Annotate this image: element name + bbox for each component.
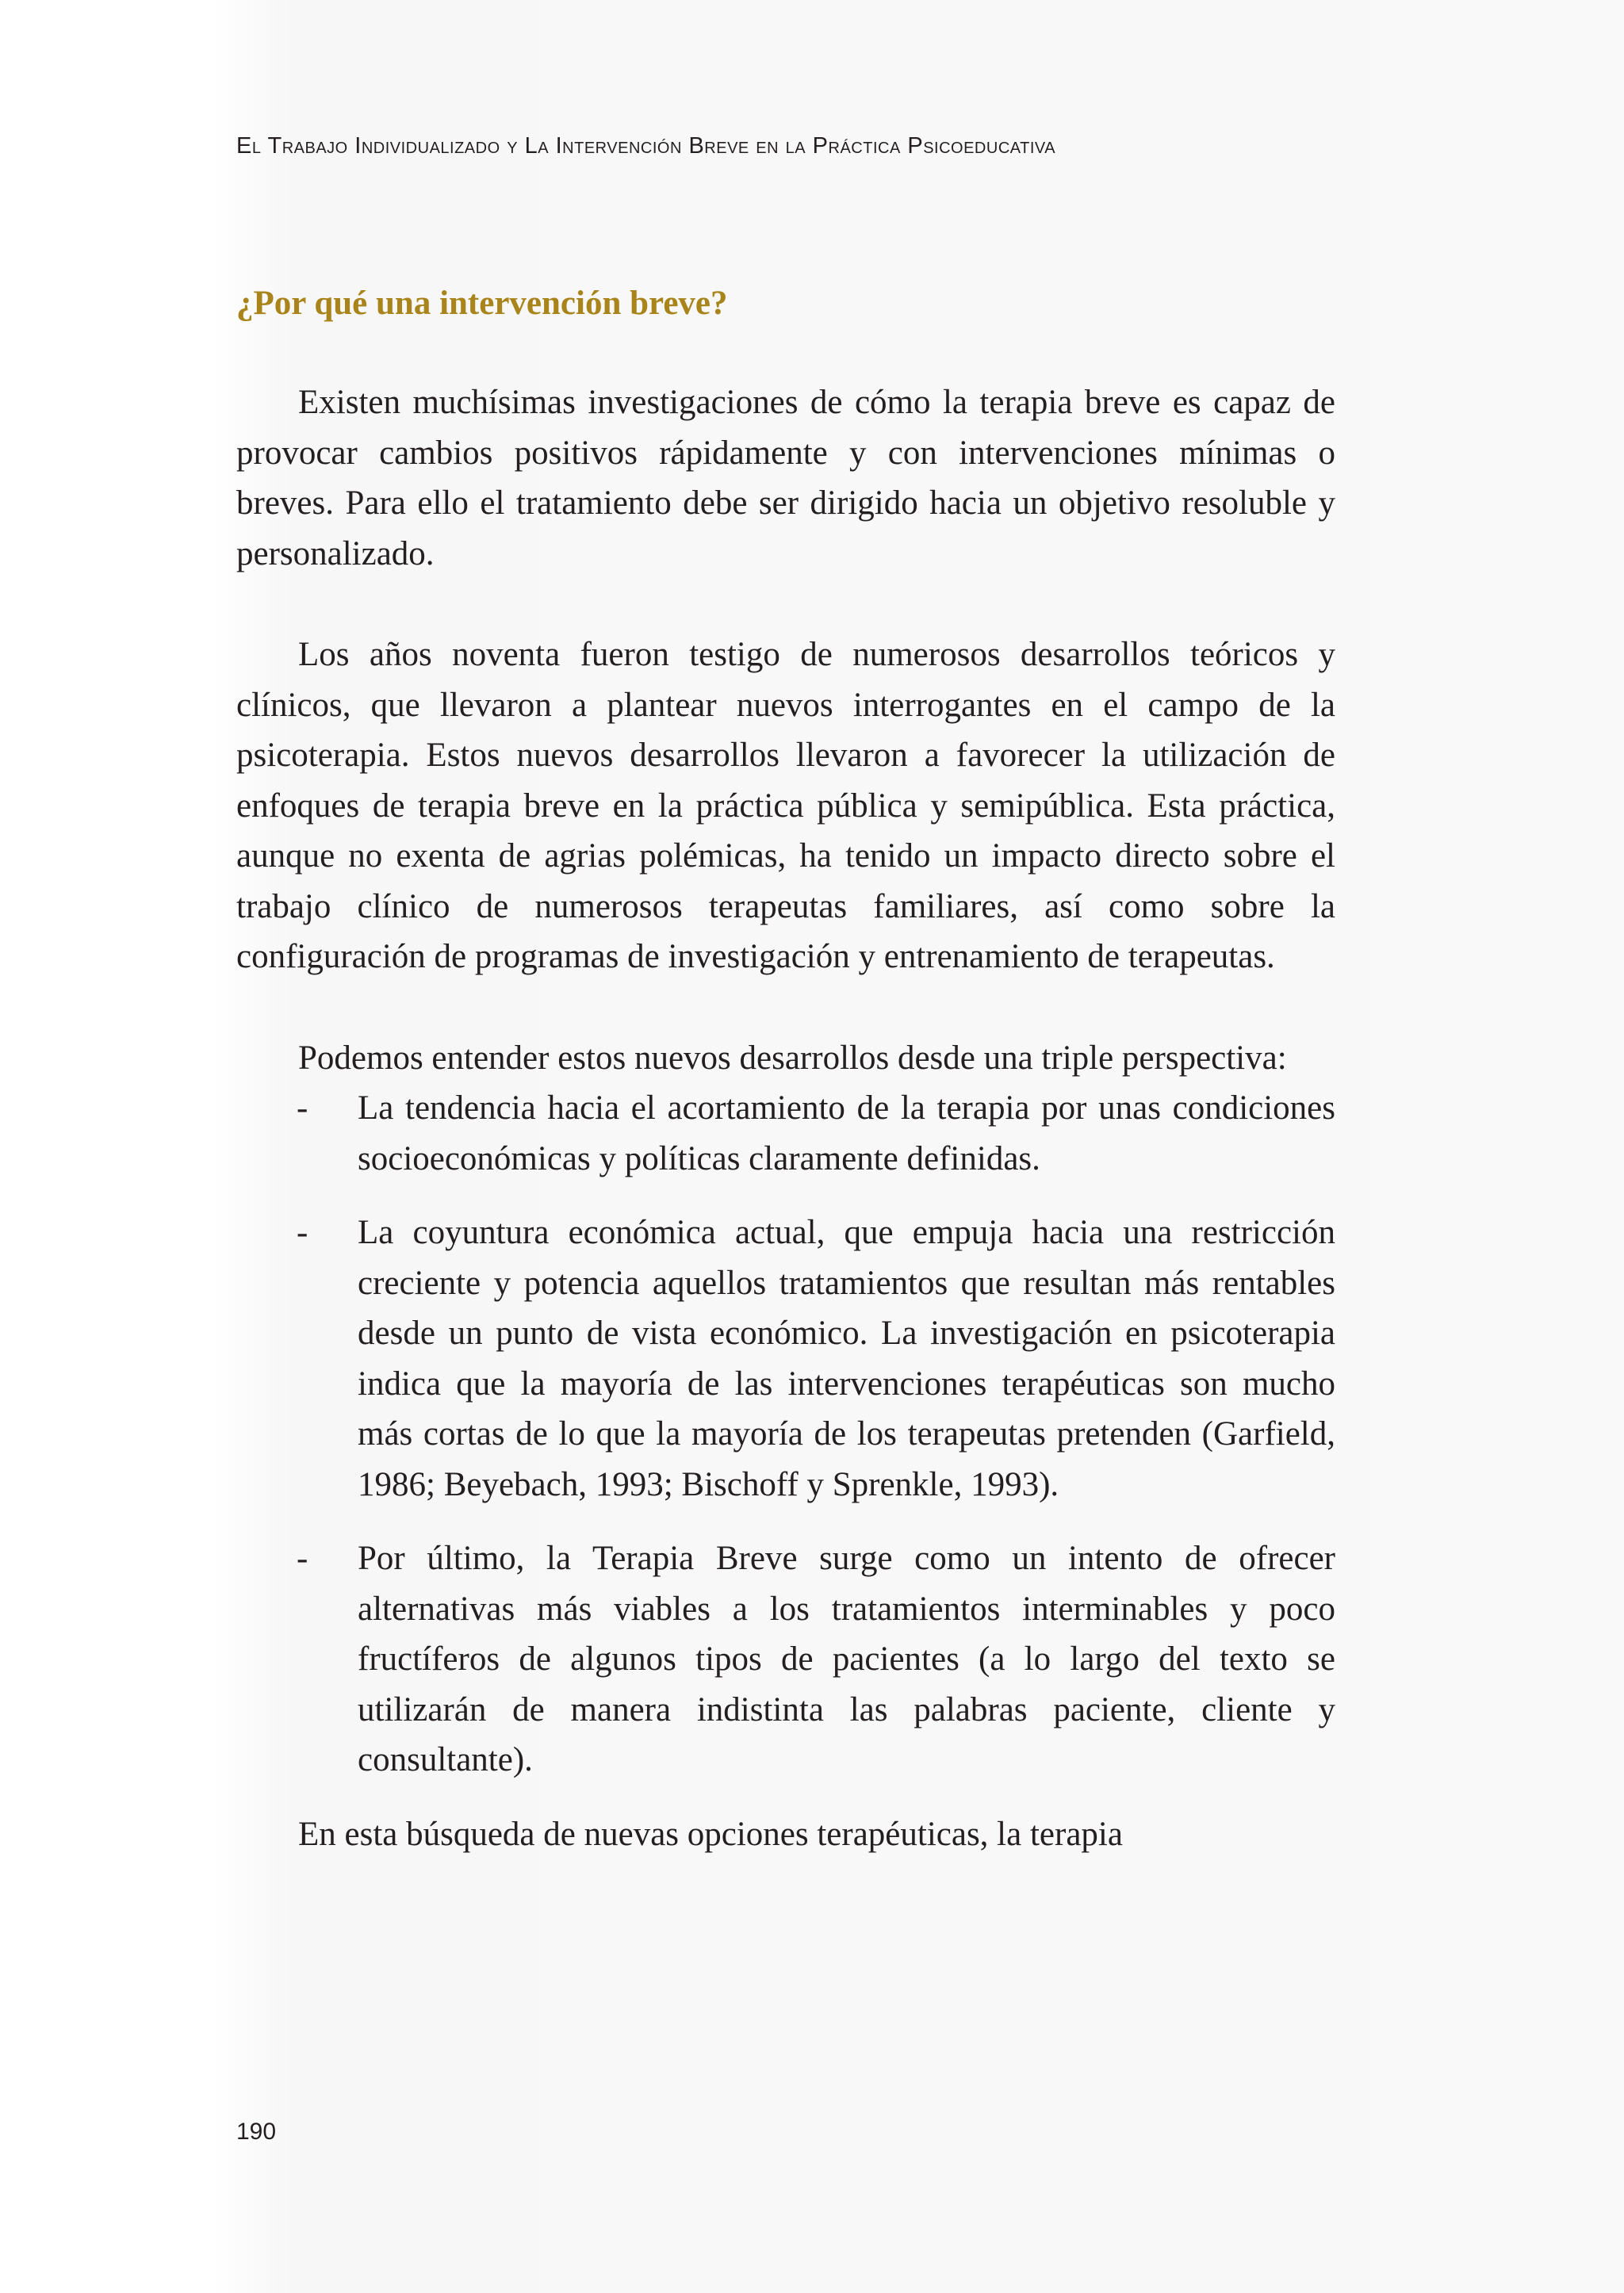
list-marker: -	[297, 1540, 308, 1577]
paragraph-spacer	[236, 579, 1335, 630]
list-item	[236, 1533, 1335, 1786]
body-text	[236, 377, 1335, 1859]
list-item	[236, 1208, 1335, 1510]
page-number: 190	[236, 2119, 277, 2145]
list-marker: -	[297, 1214, 308, 1251]
perspective-list	[236, 1083, 1335, 1786]
closing-paragraph: En esta búsqueda de nuevas opciones terapéuticas, la terapia	[298, 1815, 1123, 1853]
paragraph-1: Existen muchísimas investigaciones de cómo la terapia breve es capaz de provocar cambios positivos rápidamente y con intervenciones mínimas o breves. Para ello el tratamiento debe ser dirigido hacia un objetivo resoluble y personalizado.	[236, 384, 1335, 572]
list-item-text: La coyuntura económica actual, que empuja hacia una restricción creciente y potencia aquellos tratamientos que resultan más rentables desde un punto de vista económico. La investigación en psicoterapia indica que la mayoría de las intervenciones terapéuticas son mucho más cortas de lo que la mayoría de los terapeutas pretenden (Garfield, 1986; Beyebach, 1993; Bischoff y Sprenkle, 1993).	[358, 1214, 1335, 1503]
list-marker: -	[297, 1089, 308, 1127]
paragraph-2: Los años noventa fueron testigo de numerosos desarrollos teóricos y clínicos, que llevaron a plantear nuevos interrogantes en el campo de la psicoterapia. Estos nuevos desarrollos llevaron a favorecer la utilización de enfoques de terapia breve en la práctica pública y semipública. Esta práctica, aunque no exenta de agrias polémicas, ha tenido un impacto directo sobre el trabajo clínico de numerosos terapeutas familiares, así como sobre la configuración de programas de investigación y entrenamiento de terapeutas.	[236, 636, 1335, 975]
list-item-text: Por último, la Terapia Breve surge como un intento de ofrecer alternativas más viables a los tratamientos interminables y poco fructíferos de algunos tipos de pacientes (a lo largo del texto se utilizarán de manera indistinta las palabras paciente, cliente y consultante).	[358, 1540, 1335, 1778]
section-title: ¿Por qué una intervención breve?	[236, 285, 728, 322]
list-item	[236, 1083, 1335, 1184]
paragraph-3: Podemos entender estos nuevos desarrollos desde una triple perspectiva:	[298, 1039, 1287, 1077]
paragraph-spacer	[236, 982, 1335, 1033]
list-item-text: La tendencia hacia el acortamiento de la terapia por unas condiciones socioeconómicas y políticas claramente definidas.	[358, 1089, 1335, 1177]
running-header: El Trabajo Individualizado y La Intervención Breve en la Práctica Psicoeducativa	[236, 133, 1056, 159]
